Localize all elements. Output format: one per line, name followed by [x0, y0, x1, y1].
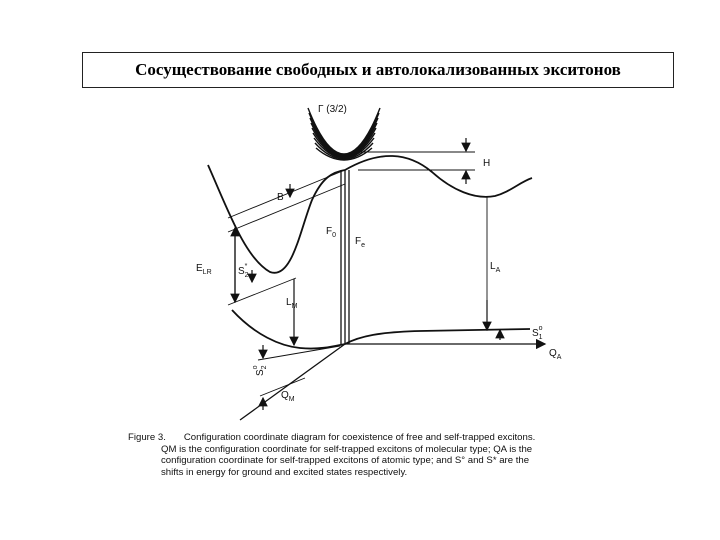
- slide-title: Сосуществование свободных и автолокализованных экситонов: [82, 52, 674, 88]
- la-label: $L_A$: [490, 261, 501, 274]
- figure-number: Figure 3.: [128, 432, 166, 443]
- qm-axis: [240, 344, 345, 420]
- vertical-transitions: [341, 170, 349, 344]
- caption-line-3: configuration coordinate for self-trapped excitons of atomic type; and S° and S* are the: [161, 455, 530, 466]
- lm-label: $L_M$: [286, 297, 298, 310]
- gamma-label: Γ (3/2): [318, 104, 347, 115]
- qm-label: $Q_M$: [281, 390, 295, 403]
- qa-label: $Q_A$: [549, 348, 562, 361]
- b-label: B: [277, 192, 284, 203]
- s2-star-label: $S_2*$: [238, 263, 249, 279]
- fe-label: $F_e$: [355, 236, 366, 249]
- s1-label: $S_1o$: [532, 325, 543, 341]
- caption-line-1: Configuration coordinate diagram for coexistence of free and self-trapped excitons.: [183, 432, 536, 443]
- elr-label: $E_{LR}$: [196, 263, 212, 276]
- caption-line-2: QM is the configuration coordinate for self-trapped excitons of molecular type; QA is the: [161, 443, 533, 455]
- ground-state-curve: [232, 310, 530, 349]
- f0-label: $F_0$: [326, 226, 337, 239]
- guide-lines: [228, 152, 487, 396]
- s2-label: $S_2o$: [252, 365, 268, 376]
- caption-line-4: shifts in energy for ground and excited states respectively.: [161, 466, 408, 478]
- h-label: H: [483, 158, 491, 169]
- figure-caption: [128, 432, 648, 478]
- excited-state-curve: [208, 156, 532, 273]
- dimension-arrows: [235, 138, 500, 410]
